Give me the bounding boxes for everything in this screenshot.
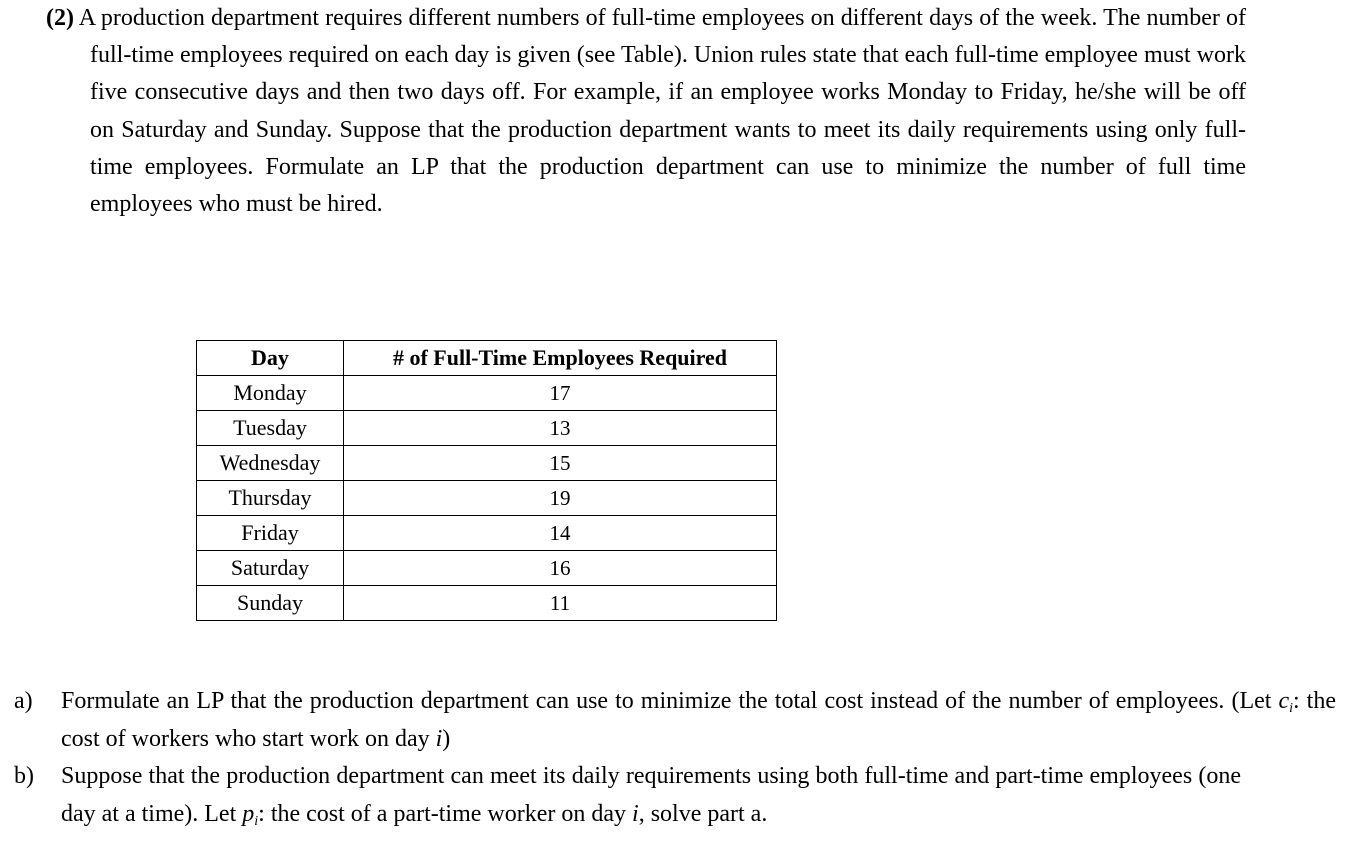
day-variable: i xyxy=(632,800,639,827)
sub-questions xyxy=(14,683,1336,833)
cell-day: Tuesday xyxy=(197,411,344,446)
part-time-cost-subscript: i xyxy=(254,813,259,829)
part-b xyxy=(14,758,1241,833)
day-variable: i xyxy=(435,725,443,752)
part-a-text-after: : the cost of workers who start work on day xyxy=(61,688,1336,752)
part-b-label: b) xyxy=(14,763,34,789)
part-b-text-after: : the cost of a part-time worker on day xyxy=(258,800,633,827)
part-b-closing: , solve part a. xyxy=(638,800,768,827)
cell-required: 11 xyxy=(344,586,777,621)
table-row xyxy=(197,481,777,516)
part-a xyxy=(14,683,1336,758)
cell-day: Saturday xyxy=(197,551,344,586)
cell-day: Friday xyxy=(197,516,344,551)
cell-day: Wednesday xyxy=(197,446,344,481)
problem-number: (2) xyxy=(46,5,74,31)
table-row xyxy=(197,516,777,551)
problem-statement xyxy=(46,0,1246,223)
part-b-text: Suppose that the production department can meet its daily requirements using both full-time and part-time employees (one day at a time). Let xyxy=(61,763,1241,827)
cost-variable: c xyxy=(1278,688,1290,714)
table-header-row xyxy=(197,341,777,376)
cell-required: 19 xyxy=(344,481,777,516)
cell-required: 14 xyxy=(344,516,777,551)
requirements-table xyxy=(196,340,777,621)
header-day: Day xyxy=(197,341,344,376)
table-row xyxy=(197,376,777,411)
cell-day: Sunday xyxy=(197,586,344,621)
part-a-label: a) xyxy=(14,688,33,714)
header-required: # of Full-Time Employees Required xyxy=(344,341,777,376)
cell-required: 13 xyxy=(344,411,777,446)
cell-required: 15 xyxy=(344,446,777,481)
part-a-text: Formulate an LP that the production department can use to minimize the total cost instead of the number of employees. (Let xyxy=(61,688,1279,714)
table-row xyxy=(197,551,777,586)
cell-required: 16 xyxy=(344,551,777,586)
part-a-closing: ) xyxy=(442,725,451,752)
table-row xyxy=(197,586,777,621)
cell-day: Monday xyxy=(197,376,344,411)
cell-day: Thursday xyxy=(197,481,344,516)
table-row xyxy=(197,446,777,481)
part-time-cost-variable: p xyxy=(242,800,255,827)
table-row xyxy=(197,411,777,446)
cell-required: 17 xyxy=(344,376,777,411)
cost-variable-subscript: i xyxy=(1289,701,1293,716)
problem-text: A production department requires different numbers of full-time employees on different days of the week. The number of full-time employees required on each day is given (see Table). Union rules state that each full-time employee must work five consecutive days and then two days off. For example, if an employee works Monday to Friday, he/she will be off on Saturday and Sunday. Suppose that the production department wants to meet its daily requirements using only full-time employees. Formulate an LP that the production department can use to minimize the number of full time employees who must be hired. xyxy=(78,5,1246,218)
